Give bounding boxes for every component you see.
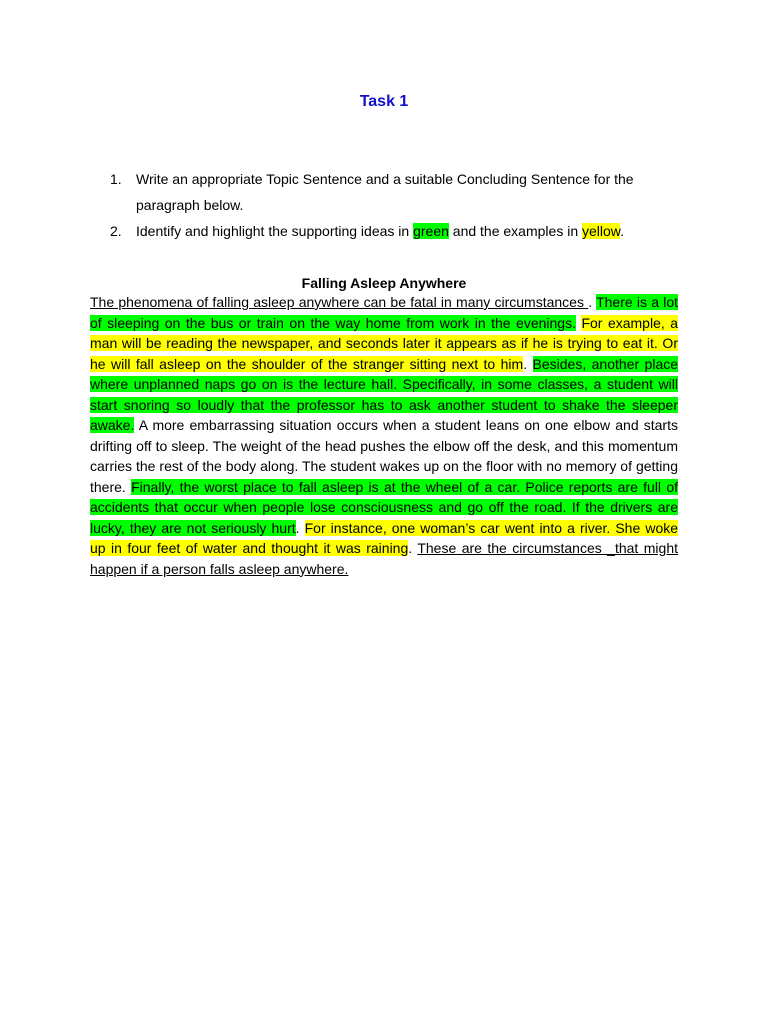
- topic-sentence: The phenomena of falling asleep anywhere can be fatal in many circumstances: [90, 294, 589, 310]
- task-title: Task 1: [359, 93, 409, 110]
- instruction-item: [110, 166, 680, 218]
- supporting-idea: Besides, another place where unplanned naps go on is the lecture hall. Specifically, in some classes, a student will start snoring so loudly that the professor has to ask another student to shake the sleeper awake.: [90, 355, 679, 433]
- instruction-number: 1.: [110, 171, 122, 187]
- paragraph-body: [90, 292, 678, 579]
- plain-text: .: [588, 294, 597, 310]
- paragraph-title: Falling Asleep Anywhere: [301, 275, 467, 291]
- plain-text: .: [295, 519, 305, 536]
- yellow-keyword: yellow: [582, 223, 621, 239]
- instructions-list: [110, 166, 680, 244]
- plain-text: .: [408, 540, 418, 556]
- instruction-text: Write an appropriate Topic Sentence and a suitable Concluding Sentence for the paragraph below.: [136, 171, 634, 213]
- instruction-number: 2.: [110, 223, 122, 239]
- supporting-idea: There is a lot of sleeping on the bus or train on the way home from work in the evenings.: [90, 294, 679, 331]
- instruction-text-mid: and the examples in: [448, 223, 582, 239]
- instruction-item: [110, 218, 680, 244]
- instruction-text-pre: Identify and highlight the supporting ideas in: [136, 223, 414, 239]
- green-keyword: green: [413, 223, 449, 239]
- instruction-text-post: .: [620, 223, 625, 239]
- example-text: For example, a man will be reading the newspaper, and seconds later it appears as if he is trying to eat it. Or he will fall asleep on the shoulder of the stranger sitting next to him: [90, 314, 679, 372]
- plain-text: .: [523, 355, 533, 372]
- plain-text: A more embarrassing situation occurs when a student leans on one elbow and starts drifting off to sleep. The weight of the head pushes the elbow off the desk, and this momentum carries the rest of the body along. The student wakes up on the floor with no memory of getting there.: [90, 417, 678, 495]
- concluding-sentence: These are the circumstances _that might happen if a person falls asleep anywhere.: [90, 540, 678, 577]
- supporting-idea: Finally, the worst place to fall asleep is at the wheel of a car. Police reports are full of accidents that occur when people lose consciousness and go off the road. If the drivers are lucky, they are not seriously hurt: [90, 478, 678, 536]
- example-text: For instance, one woman’s car went into a river. She woke up in four feet of water and thought it was raining: [90, 519, 679, 556]
